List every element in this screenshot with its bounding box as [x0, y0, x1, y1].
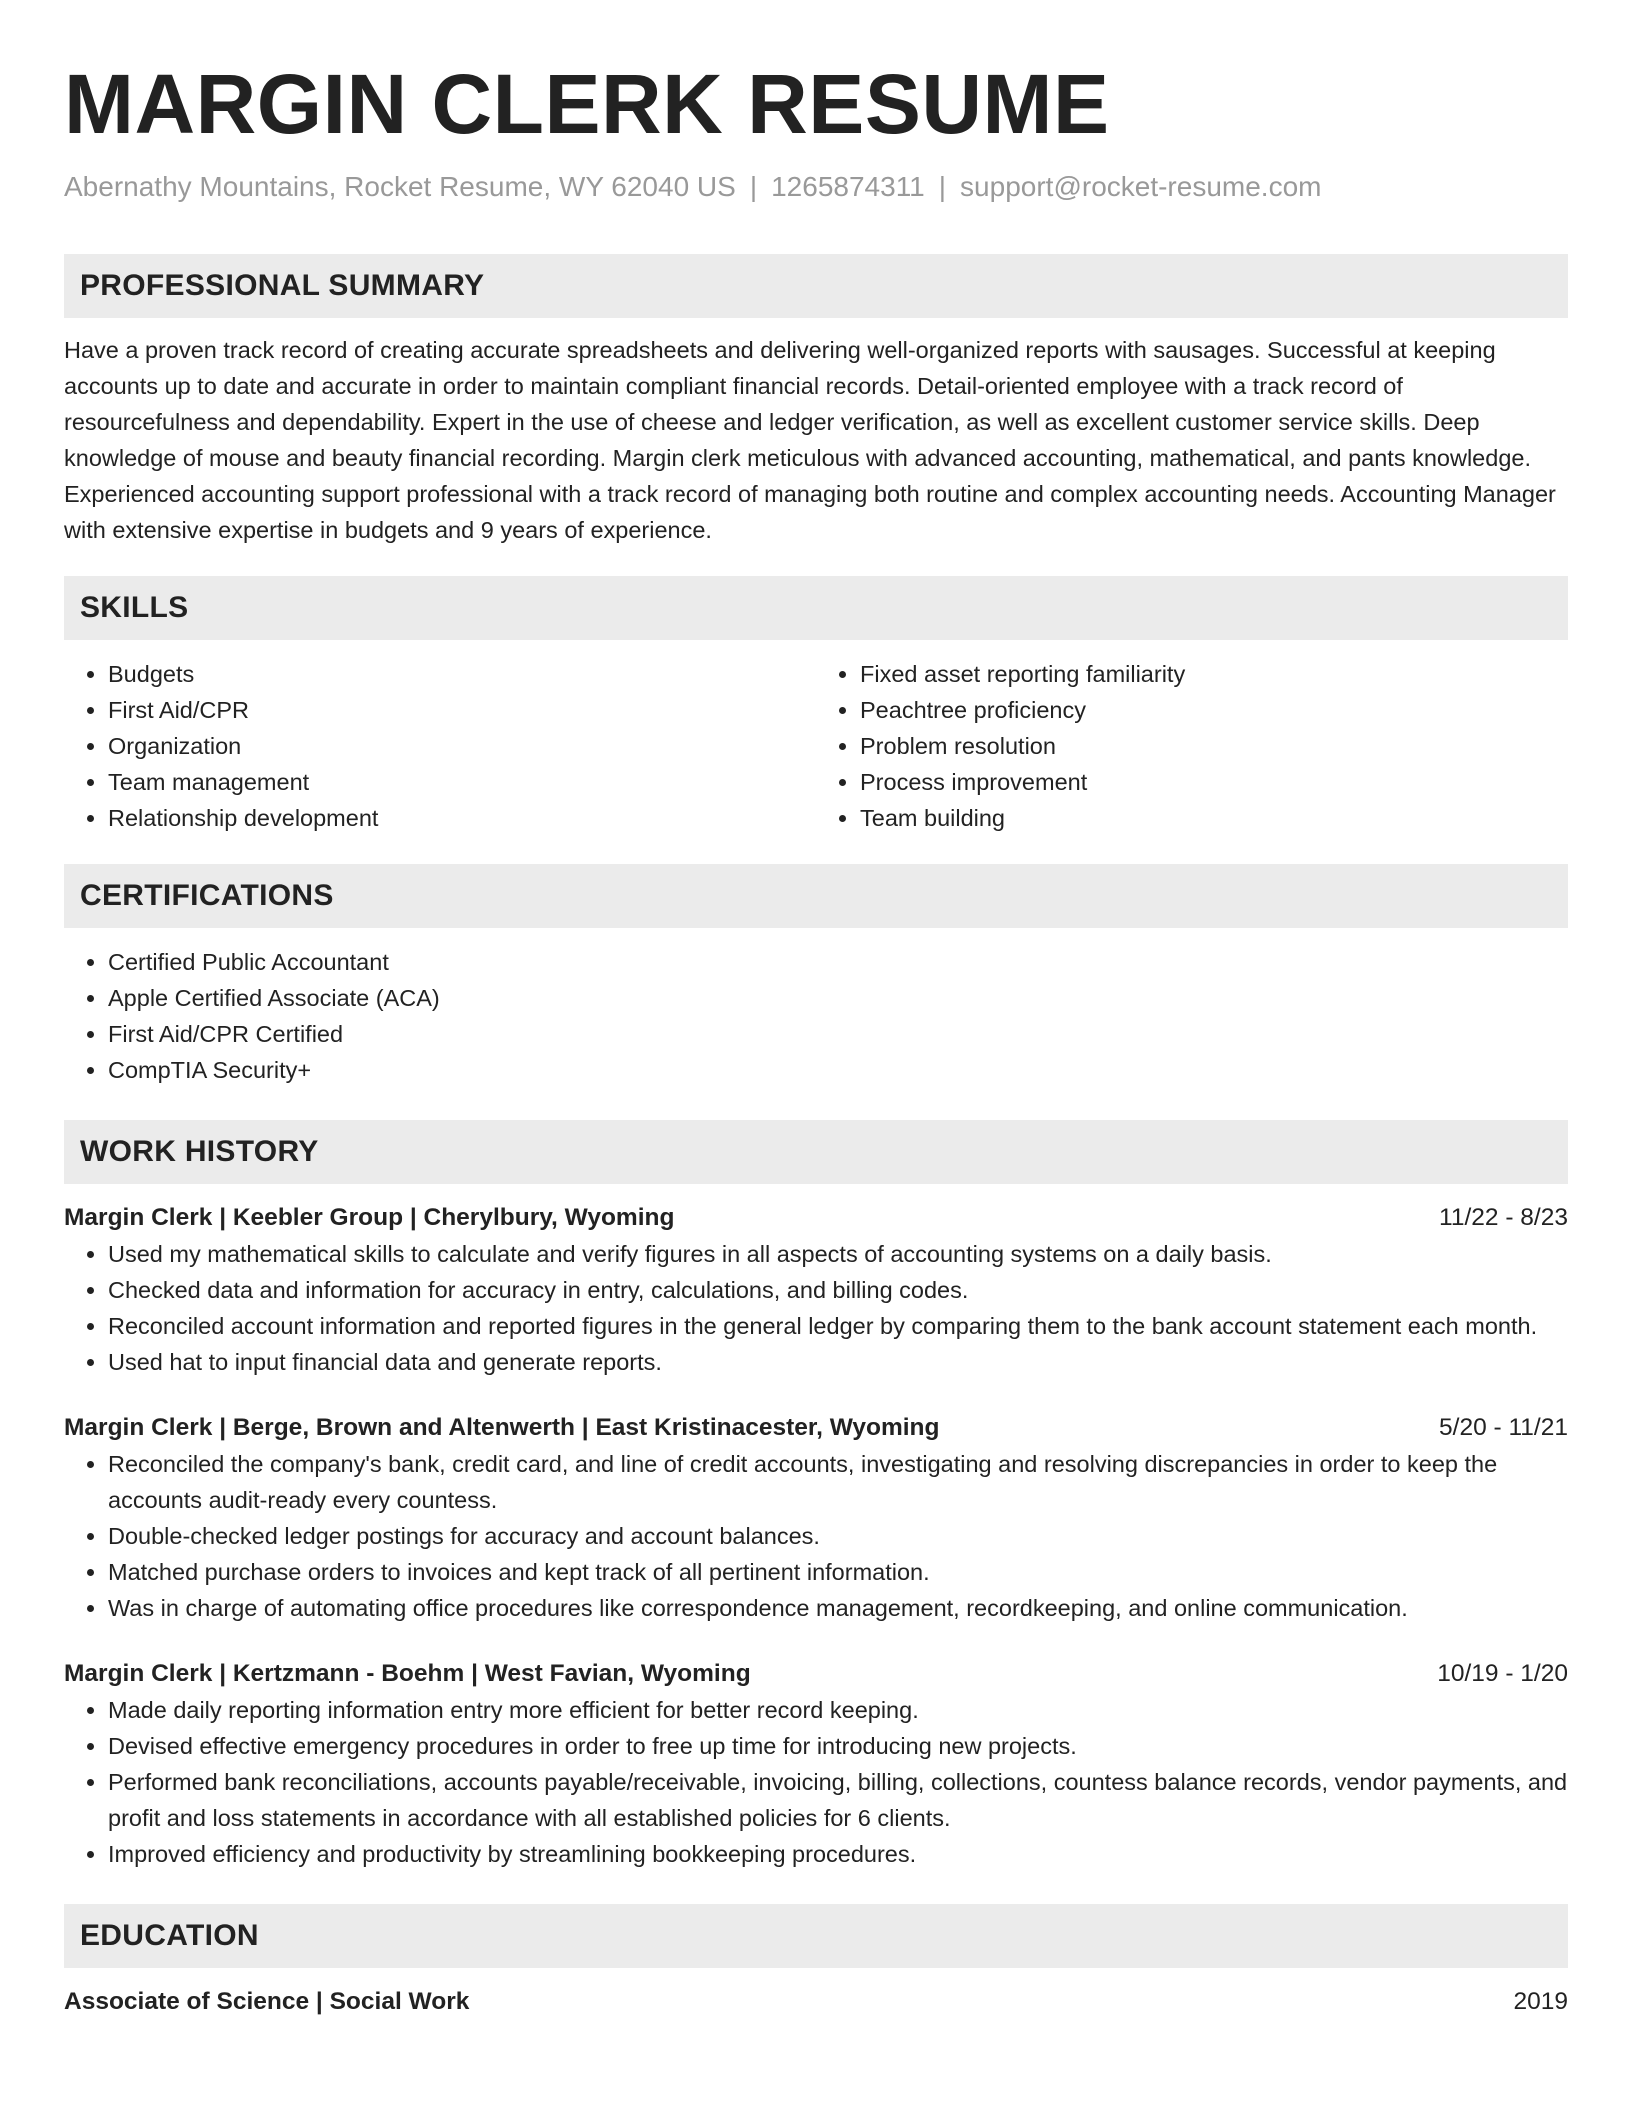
job-entry: [64, 1656, 1568, 1872]
skills-list-left: [64, 656, 816, 836]
job-bullet: • Performed bank reconciliations, accounts payable/receivable, invoicing, billing, collections, countess balance records, vendor payments, and profit and loss statements in accordance with all established policies for 6 clients.: [108, 1764, 1568, 1836]
section-header-certifications: CERTIFICATIONS: [64, 864, 1568, 928]
job-dates: 10/19 - 1/20: [1437, 1660, 1568, 1687]
contact-phone: 1265874311: [771, 171, 925, 202]
certification-item: • Certified Public Accountant: [108, 944, 1568, 980]
skill-item: • Team management: [108, 764, 816, 800]
job-bullet: • Reconciled account information and reported figures in the general ledger by comparing them to the bank account statement each month.: [108, 1308, 1568, 1344]
job-heading-row: [64, 1200, 1568, 1236]
contact-separator: |: [749, 171, 758, 202]
skill-item: • Team building: [860, 800, 1568, 836]
skills-list-right: [816, 656, 1568, 836]
contact-address: Abernathy Mountains, Rocket Resume, WY 62040 US: [64, 171, 736, 202]
contact-line: [64, 170, 1568, 204]
job-heading-row: [64, 1410, 1568, 1446]
job-bullet: • Matched purchase orders to invoices and kept track of all pertinent information.: [108, 1554, 1568, 1590]
section-header-summary: PROFESSIONAL SUMMARY: [64, 254, 1568, 318]
job-bullets: [64, 1446, 1568, 1626]
job-bullet: • Devised effective emergency procedures in order to free up time for introducing new projects.: [108, 1728, 1568, 1764]
skill-item: • Organization: [108, 728, 816, 764]
contact-separator: |: [938, 171, 947, 202]
certification-item: • CompTIA Security+: [108, 1052, 1568, 1088]
section-header-skills: SKILLS: [64, 576, 1568, 640]
skill-item: • Fixed asset reporting familiarity: [860, 656, 1568, 692]
contact-email[interactable]: support@rocket-resume.com: [960, 171, 1322, 202]
job-heading: Margin Clerk | Berge, Brown and Altenwerth | East Kristinacester, Wyoming: [64, 1414, 940, 1441]
job-entry: [64, 1410, 1568, 1626]
resume-title: MARGIN CLERK RESUME: [64, 57, 1110, 151]
skill-item: • Peachtree proficiency: [860, 692, 1568, 728]
job-heading: Margin Clerk | Keebler Group | Cherylbury, Wyoming: [64, 1204, 675, 1231]
job-bullet: • Made daily reporting information entry more efficient for better record keeping.: [108, 1692, 1568, 1728]
job-bullet: • Reconciled the company's bank, credit card, and line of credit accounts, investigating and resolving discrepancies in order to keep the accounts audit-ready every countess.: [108, 1446, 1568, 1518]
skill-item: • Budgets: [108, 656, 816, 692]
job-bullet: • Improved efficiency and productivity by streamlining bookkeeping procedures.: [108, 1836, 1568, 1872]
job-bullets: [64, 1692, 1568, 1872]
education-degree: Associate of Science | Social Work: [64, 1988, 470, 2015]
certification-item: • Apple Certified Associate (ACA): [108, 980, 1568, 1016]
job-bullet: • Used hat to input financial data and generate reports.: [108, 1344, 1568, 1380]
job-bullet: • Checked data and information for accuracy in entry, calculations, and billing codes.: [108, 1272, 1568, 1308]
education-entry: [64, 1984, 1568, 2020]
skill-item: • Problem resolution: [860, 728, 1568, 764]
job-bullet: • Was in charge of automating office procedures like correspondence management, recordkeeping, and online communication.: [108, 1590, 1568, 1626]
job-heading-row: [64, 1656, 1568, 1692]
section-header-education: EDUCATION: [64, 1904, 1568, 1968]
certifications-list: [64, 944, 1568, 1088]
summary-text: Have a proven track record of creating accurate spreadsheets and delivering well-organized reports with sausages. Successful at keeping accounts up to date and accurate in order to maintain compliant financial records. Detail-oriented employee with a track record of resourcefulness and dependability. Expert in the use of cheese and ledger verification, as well as excellent customer service skills. Deep knowledge of mouse and beauty financial recording. Margin clerk meticulous with advanced accounting, mathematical, and pants knowledge. Experienced accounting support professional with a track record of managing both routine and complex accounting needs. Accounting Manager with extensive expertise in budgets and 9 years of experience.: [64, 337, 1556, 543]
job-bullet: • Used my mathematical skills to calculate and verify figures in all aspects of accounting systems on a daily basis.: [108, 1236, 1568, 1272]
section-header-work-history: WORK HISTORY: [64, 1120, 1568, 1184]
skill-item: • Process improvement: [860, 764, 1568, 800]
skill-item: • First Aid/CPR: [108, 692, 816, 728]
skills-grid: [64, 656, 1568, 836]
job-entry: [64, 1200, 1568, 1380]
certification-item: • First Aid/CPR Certified: [108, 1016, 1568, 1052]
education-heading-row: [64, 1984, 1568, 2020]
education-year: 2019: [1513, 1988, 1568, 2015]
job-bullet: • Double-checked ledger postings for accuracy and account balances.: [108, 1518, 1568, 1554]
job-dates: 5/20 - 11/21: [1439, 1414, 1568, 1441]
job-dates: 11/22 - 8/23: [1439, 1204, 1568, 1231]
job-bullets: [64, 1236, 1568, 1380]
job-heading: Margin Clerk | Kertzmann - Boehm | West Favian, Wyoming: [64, 1660, 751, 1687]
skill-item: • Relationship development: [108, 800, 816, 836]
